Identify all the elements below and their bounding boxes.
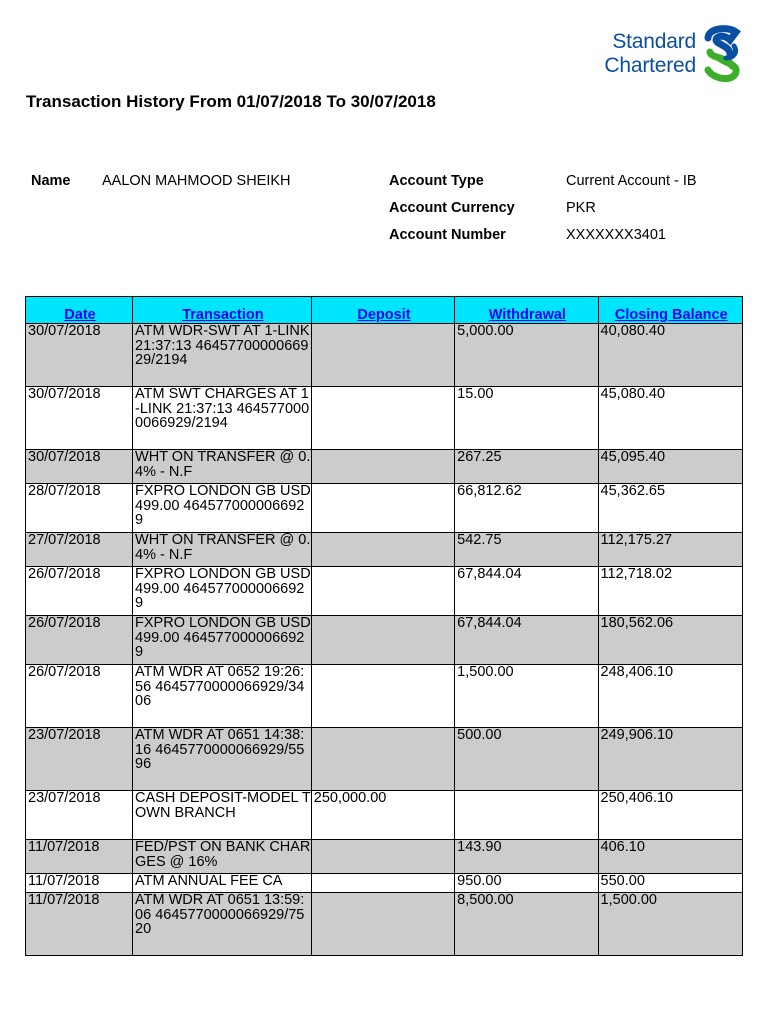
table-header-row [26,297,743,324]
account-type-label: Account Type [389,173,484,189]
cell-withdrawal: 67,844.04 [455,567,598,616]
table-row [26,616,743,665]
table-row [26,791,743,840]
cell-transaction: CASH DEPOSIT-MODEL TOWN BRANCH [133,791,312,840]
bank-name-line2: Chartered [604,54,696,77]
cell-closing-balance: 1,500.00 [598,893,742,956]
cell-deposit: 250,000.00 [311,791,454,840]
cell-date: 11/07/2018 [26,893,133,956]
cell-closing-balance: 406.10 [598,840,742,874]
table-row [26,567,743,616]
cell-date: 27/07/2018 [26,533,133,567]
cell-transaction: ATM SWT CHARGES AT 1-LINK 21:37:13 4645770000066929/2194 [133,387,312,450]
column-header-transaction[interactable]: Transaction [133,297,312,324]
name-label: Name [31,173,71,189]
column-header-date[interactable]: Date [26,297,133,324]
account-number-value: XXXXXXX3401 [566,227,666,243]
cell-transaction: ATM WDR AT 0651 13:59:06 4645770000066929/7520 [133,893,312,956]
table-row [26,893,743,956]
table-row [26,484,743,533]
cell-transaction: ATM WDR AT 0651 14:38:16 4645770000066929/5596 [133,728,312,791]
cell-deposit [311,893,454,956]
cell-deposit [311,484,454,533]
cell-closing-balance: 45,095.40 [598,450,742,484]
cell-closing-balance: 180,562.06 [598,616,742,665]
cell-deposit [311,616,454,665]
cell-date: 26/07/2018 [26,567,133,616]
name-value: AALON MAHMOOD SHEIKH [102,173,291,189]
account-type-value: Current Account - IB [566,173,697,189]
cell-deposit [311,324,454,387]
bank-wordmark [578,30,696,78]
cell-deposit [311,533,454,567]
cell-transaction: FXPRO LONDON GB USD 499.00 4645770000066929 [133,484,312,533]
cell-date: 28/07/2018 [26,484,133,533]
table-row [26,533,743,567]
cell-deposit [311,567,454,616]
table-row [26,665,743,728]
cell-date: 23/07/2018 [26,728,133,791]
table-row [26,728,743,791]
table-row [26,387,743,450]
cell-closing-balance: 112,718.02 [598,567,742,616]
cell-transaction: WHT ON TRANSFER @ 0.4% - N.F [133,450,312,484]
cell-date: 30/07/2018 [26,450,133,484]
cell-withdrawal: 8,500.00 [455,893,598,956]
table-row [26,874,743,893]
table-row [26,450,743,484]
cell-withdrawal: 15.00 [455,387,598,450]
cell-transaction: FXPRO LONDON GB USD 499.00 4645770000066929 [133,616,312,665]
cell-closing-balance: 550.00 [598,874,742,893]
cell-date: 26/07/2018 [26,665,133,728]
cell-transaction: WHT ON TRANSFER @ 0.4% - N.F [133,533,312,567]
column-header-deposit[interactable]: Deposit [311,297,454,324]
cell-withdrawal: 5,000.00 [455,324,598,387]
cell-closing-balance: 248,406.10 [598,665,742,728]
cell-date: 11/07/2018 [26,874,133,893]
table-row [26,324,743,387]
cell-deposit [311,387,454,450]
standard-chartered-swirl-icon [700,24,744,84]
cell-withdrawal: 950.00 [455,874,598,893]
cell-withdrawal: 67,844.04 [455,616,598,665]
cell-date: 23/07/2018 [26,791,133,840]
cell-deposit [311,665,454,728]
page-title: Transaction History From 01/07/2018 To 30/07/2018 [26,92,436,111]
cell-withdrawal [455,791,598,840]
account-currency-value: PKR [566,200,596,216]
account-number-label: Account Number [389,227,506,243]
cell-closing-balance: 40,080.40 [598,324,742,387]
cell-date: 30/07/2018 [26,324,133,387]
cell-withdrawal: 267.25 [455,450,598,484]
cell-closing-balance: 249,906.10 [598,728,742,791]
cell-closing-balance: 112,175.27 [598,533,742,567]
cell-withdrawal: 66,812.62 [455,484,598,533]
cell-withdrawal: 143.90 [455,840,598,874]
cell-deposit [311,728,454,791]
cell-date: 26/07/2018 [26,616,133,665]
bank-name-line1: Standard [612,30,696,53]
transaction-rows [26,324,743,956]
cell-transaction: ATM WDR-SWT AT 1-LINK 21:37:13 4645770000066929/2194 [133,324,312,387]
column-header-withdrawal[interactable]: Withdrawal [455,297,598,324]
cell-deposit [311,840,454,874]
cell-withdrawal: 500.00 [455,728,598,791]
cell-date: 11/07/2018 [26,840,133,874]
cell-transaction: ATM ANNUAL FEE CA [133,874,312,893]
cell-date: 30/07/2018 [26,387,133,450]
transaction-table [25,296,743,956]
cell-closing-balance: 45,080.40 [598,387,742,450]
cell-withdrawal: 1,500.00 [455,665,598,728]
cell-transaction: FED/PST ON BANK CHARGES @ 16% [133,840,312,874]
column-header-closing-balance[interactable]: Closing Balance [598,297,742,324]
account-currency-label: Account Currency [389,200,515,216]
cell-transaction: FXPRO LONDON GB USD 499.00 4645770000066929 [133,567,312,616]
cell-closing-balance: 250,406.10 [598,791,742,840]
cell-deposit [311,874,454,893]
bank-logo [578,24,746,84]
cell-closing-balance: 45,362.65 [598,484,742,533]
cell-deposit [311,450,454,484]
cell-withdrawal: 542.75 [455,533,598,567]
table-row [26,840,743,874]
cell-transaction: ATM WDR AT 0652 19:26:56 4645770000066929/3406 [133,665,312,728]
